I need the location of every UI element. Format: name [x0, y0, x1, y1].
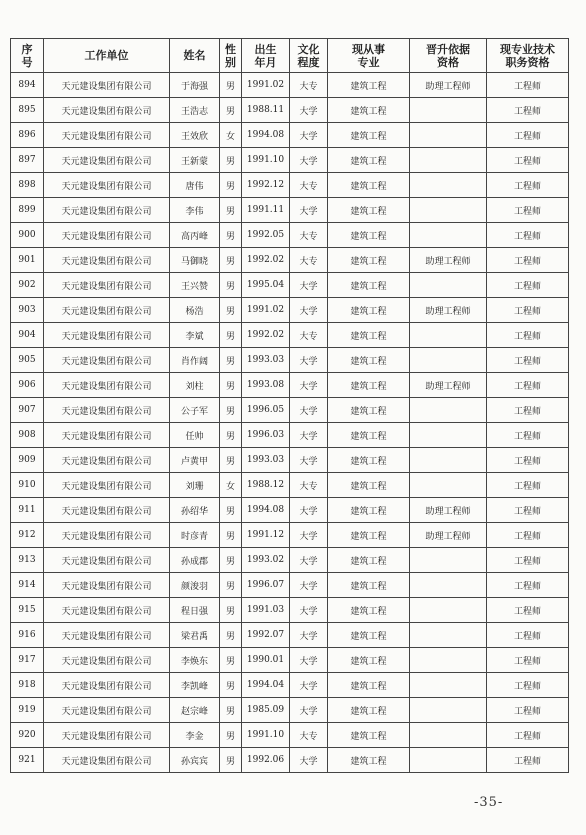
table-row: [11, 523, 569, 548]
cell-promotion-basis: 助理工程师: [410, 498, 487, 523]
cell-education: 大学: [290, 298, 328, 323]
cell-sex: 男: [220, 648, 242, 673]
table-row: [11, 598, 569, 623]
cell-seq: 908: [11, 423, 44, 448]
table-row: [11, 673, 569, 698]
cell-sex: 男: [220, 623, 242, 648]
header-education: 文化 程度: [290, 39, 328, 73]
cell-major: 建筑工程: [328, 373, 410, 398]
cell-current-title: 工程师: [487, 623, 569, 648]
cell-birth: 1993.08: [242, 373, 290, 398]
cell-major: 建筑工程: [328, 448, 410, 473]
cell-education: 大专: [290, 173, 328, 198]
cell-promotion-basis: [410, 423, 487, 448]
cell-birth: 1993.03: [242, 448, 290, 473]
cell-unit: 天元建设集团有限公司: [44, 73, 170, 98]
cell-name: 孙绍华: [170, 498, 220, 523]
cell-major: 建筑工程: [328, 223, 410, 248]
cell-name: 马御晓: [170, 248, 220, 273]
cell-sex: 男: [220, 573, 242, 598]
cell-education: 大学: [290, 123, 328, 148]
cell-sex: 男: [220, 373, 242, 398]
cell-seq: 898: [11, 173, 44, 198]
cell-education: 大学: [290, 198, 328, 223]
cell-name: 李凯峰: [170, 673, 220, 698]
cell-promotion-basis: [410, 448, 487, 473]
cell-major: 建筑工程: [328, 73, 410, 98]
cell-major: 建筑工程: [328, 273, 410, 298]
cell-education: 大学: [290, 498, 328, 523]
table-row: [11, 748, 569, 773]
cell-education: 大学: [290, 648, 328, 673]
cell-current-title: 工程师: [487, 298, 569, 323]
cell-birth: 1993.03: [242, 348, 290, 373]
cell-major: 建筑工程: [328, 673, 410, 698]
table-row: [11, 298, 569, 323]
cell-unit: 天元建设集团有限公司: [44, 648, 170, 673]
cell-promotion-basis: [410, 598, 487, 623]
cell-sex: 男: [220, 223, 242, 248]
cell-name: 任帅: [170, 423, 220, 448]
cell-name: 刘柱: [170, 373, 220, 398]
header-promotion-basis: 晋升依据 资格: [410, 39, 487, 73]
cell-sex: 男: [220, 323, 242, 348]
cell-name: 肖作阔: [170, 348, 220, 373]
cell-major: 建筑工程: [328, 298, 410, 323]
cell-unit: 天元建设集团有限公司: [44, 98, 170, 123]
cell-seq: 915: [11, 598, 44, 623]
cell-promotion-basis: [410, 548, 487, 573]
cell-unit: 天元建设集团有限公司: [44, 548, 170, 573]
table-row: [11, 98, 569, 123]
cell-education: 大学: [290, 373, 328, 398]
cell-major: 建筑工程: [328, 198, 410, 223]
cell-major: 建筑工程: [328, 348, 410, 373]
cell-sex: 女: [220, 123, 242, 148]
cell-current-title: 工程师: [487, 348, 569, 373]
table-row: [11, 623, 569, 648]
cell-seq: 921: [11, 748, 44, 773]
cell-promotion-basis: [410, 173, 487, 198]
cell-seq: 903: [11, 298, 44, 323]
cell-seq: 920: [11, 723, 44, 748]
cell-birth: 1996.07: [242, 573, 290, 598]
cell-education: 大学: [290, 673, 328, 698]
cell-major: 建筑工程: [328, 723, 410, 748]
cell-education: 大学: [290, 623, 328, 648]
cell-unit: 天元建设集团有限公司: [44, 373, 170, 398]
cell-promotion-basis: [410, 98, 487, 123]
cell-seq: 904: [11, 323, 44, 348]
cell-birth: 1994.04: [242, 673, 290, 698]
cell-sex: 男: [220, 448, 242, 473]
cell-birth: 1992.05: [242, 223, 290, 248]
cell-birth: 1991.10: [242, 148, 290, 173]
cell-name: 王兴赞: [170, 273, 220, 298]
table-row: [11, 348, 569, 373]
cell-promotion-basis: 助理工程师: [410, 298, 487, 323]
cell-sex: 男: [220, 673, 242, 698]
cell-sex: 男: [220, 273, 242, 298]
table-row: [11, 423, 569, 448]
page-number: -35-: [474, 795, 504, 810]
header-major: 现从事 专业: [328, 39, 410, 73]
cell-current-title: 工程师: [487, 323, 569, 348]
cell-current-title: 工程师: [487, 173, 569, 198]
cell-current-title: 工程师: [487, 273, 569, 298]
cell-seq: 914: [11, 573, 44, 598]
cell-name: 李伟: [170, 198, 220, 223]
cell-sex: 男: [220, 398, 242, 423]
cell-birth: 1992.02: [242, 248, 290, 273]
cell-birth: 1991.02: [242, 298, 290, 323]
table-row: [11, 148, 569, 173]
cell-education: 大学: [290, 748, 328, 773]
cell-name: 王效欣: [170, 123, 220, 148]
cell-seq: 896: [11, 123, 44, 148]
cell-current-title: 工程师: [487, 398, 569, 423]
cell-education: 大学: [290, 448, 328, 473]
cell-major: 建筑工程: [328, 423, 410, 448]
cell-seq: 900: [11, 223, 44, 248]
table-row: [11, 123, 569, 148]
cell-major: 建筑工程: [328, 248, 410, 273]
cell-seq: 901: [11, 248, 44, 273]
cell-unit: 天元建设集团有限公司: [44, 673, 170, 698]
cell-current-title: 工程师: [487, 673, 569, 698]
cell-birth: 1991.03: [242, 598, 290, 623]
cell-seq: 917: [11, 648, 44, 673]
cell-major: 建筑工程: [328, 173, 410, 198]
table-row: [11, 273, 569, 298]
cell-birth: 1996.03: [242, 423, 290, 448]
cell-education: 大学: [290, 523, 328, 548]
cell-current-title: 工程师: [487, 748, 569, 773]
cell-seq: 894: [11, 73, 44, 98]
cell-birth: 1990.01: [242, 648, 290, 673]
cell-current-title: 工程师: [487, 73, 569, 98]
cell-education: 大学: [290, 698, 328, 723]
cell-promotion-basis: 助理工程师: [410, 73, 487, 98]
cell-sex: 男: [220, 523, 242, 548]
cell-unit: 天元建设集团有限公司: [44, 323, 170, 348]
cell-seq: 918: [11, 673, 44, 698]
table-header-row: [11, 39, 569, 73]
table-row: [11, 323, 569, 348]
cell-education: 大专: [290, 323, 328, 348]
table-row: [11, 698, 569, 723]
cell-promotion-basis: [410, 273, 487, 298]
cell-promotion-basis: [410, 748, 487, 773]
table-row: [11, 198, 569, 223]
cell-major: 建筑工程: [328, 323, 410, 348]
cell-name: 杨浩: [170, 298, 220, 323]
cell-current-title: 工程师: [487, 223, 569, 248]
cell-unit: 天元建设集团有限公司: [44, 698, 170, 723]
cell-sex: 男: [220, 148, 242, 173]
cell-promotion-basis: [410, 198, 487, 223]
cell-current-title: 工程师: [487, 373, 569, 398]
cell-education: 大学: [290, 148, 328, 173]
cell-education: 大专: [290, 473, 328, 498]
cell-unit: 天元建设集团有限公司: [44, 298, 170, 323]
cell-sex: 男: [220, 73, 242, 98]
cell-education: 大学: [290, 423, 328, 448]
cell-unit: 天元建设集团有限公司: [44, 498, 170, 523]
cell-seq: 912: [11, 523, 44, 548]
cell-sex: 男: [220, 298, 242, 323]
cell-education: 大学: [290, 348, 328, 373]
cell-name: 王新蒙: [170, 148, 220, 173]
cell-major: 建筑工程: [328, 148, 410, 173]
cell-name: 公子军: [170, 398, 220, 423]
cell-promotion-basis: [410, 123, 487, 148]
cell-unit: 天元建设集团有限公司: [44, 248, 170, 273]
cell-major: 建筑工程: [328, 548, 410, 573]
cell-sex: 男: [220, 248, 242, 273]
cell-education: 大专: [290, 223, 328, 248]
cell-birth: 1992.06: [242, 748, 290, 773]
cell-promotion-basis: [410, 623, 487, 648]
cell-name: 梁君禹: [170, 623, 220, 648]
cell-seq: 902: [11, 273, 44, 298]
cell-seq: 905: [11, 348, 44, 373]
cell-birth: 1995.04: [242, 273, 290, 298]
cell-current-title: 工程师: [487, 423, 569, 448]
cell-unit: 天元建设集团有限公司: [44, 273, 170, 298]
cell-seq: 907: [11, 398, 44, 423]
table-row: [11, 473, 569, 498]
cell-major: 建筑工程: [328, 523, 410, 548]
cell-education: 大学: [290, 598, 328, 623]
cell-unit: 天元建设集团有限公司: [44, 123, 170, 148]
personnel-table: [10, 38, 569, 773]
header-seq: 序 号: [11, 39, 44, 73]
header-current-title: 现专业技术 职务资格: [487, 39, 569, 73]
cell-major: 建筑工程: [328, 698, 410, 723]
cell-sex: 男: [220, 548, 242, 573]
cell-sex: 男: [220, 198, 242, 223]
cell-promotion-basis: [410, 223, 487, 248]
table-body: [11, 73, 569, 773]
table-row: [11, 173, 569, 198]
cell-promotion-basis: [410, 398, 487, 423]
cell-name: 王浩志: [170, 98, 220, 123]
cell-name: 李金: [170, 723, 220, 748]
cell-education: 大学: [290, 398, 328, 423]
cell-sex: 男: [220, 723, 242, 748]
cell-unit: 天元建设集团有限公司: [44, 573, 170, 598]
cell-major: 建筑工程: [328, 623, 410, 648]
cell-birth: 1992.02: [242, 323, 290, 348]
table-row: [11, 573, 569, 598]
cell-major: 建筑工程: [328, 123, 410, 148]
cell-promotion-basis: [410, 323, 487, 348]
cell-unit: 天元建设集团有限公司: [44, 223, 170, 248]
cell-seq: 897: [11, 148, 44, 173]
cell-sex: 男: [220, 98, 242, 123]
cell-current-title: 工程师: [487, 98, 569, 123]
cell-birth: 1993.02: [242, 548, 290, 573]
table-row: [11, 648, 569, 673]
cell-promotion-basis: 助理工程师: [410, 373, 487, 398]
cell-current-title: 工程师: [487, 648, 569, 673]
cell-education: 大学: [290, 273, 328, 298]
cell-name: 李焕东: [170, 648, 220, 673]
cell-seq: 911: [11, 498, 44, 523]
cell-name: 于海强: [170, 73, 220, 98]
cell-promotion-basis: [410, 673, 487, 698]
cell-promotion-basis: [410, 348, 487, 373]
cell-name: 孙宾宾: [170, 748, 220, 773]
cell-current-title: 工程师: [487, 523, 569, 548]
table-row: [11, 398, 569, 423]
cell-current-title: 工程师: [487, 248, 569, 273]
cell-unit: 天元建设集团有限公司: [44, 723, 170, 748]
cell-promotion-basis: [410, 148, 487, 173]
cell-sex: 男: [220, 173, 242, 198]
cell-birth: 1988.12: [242, 473, 290, 498]
cell-current-title: 工程师: [487, 473, 569, 498]
cell-current-title: 工程师: [487, 123, 569, 148]
cell-promotion-basis: 助理工程师: [410, 248, 487, 273]
table-row: [11, 223, 569, 248]
header-unit: 工作单位: [44, 39, 170, 73]
cell-major: 建筑工程: [328, 573, 410, 598]
table-row: [11, 723, 569, 748]
cell-seq: 906: [11, 373, 44, 398]
cell-birth: 1992.07: [242, 623, 290, 648]
cell-education: 大专: [290, 723, 328, 748]
table-row: [11, 373, 569, 398]
cell-unit: 天元建设集团有限公司: [44, 598, 170, 623]
cell-sex: 男: [220, 698, 242, 723]
cell-sex: 男: [220, 498, 242, 523]
cell-seq: 913: [11, 548, 44, 573]
cell-current-title: 工程师: [487, 448, 569, 473]
cell-education: 大学: [290, 98, 328, 123]
cell-unit: 天元建设集团有限公司: [44, 623, 170, 648]
table-row: [11, 548, 569, 573]
cell-promotion-basis: [410, 698, 487, 723]
cell-birth: 1988.11: [242, 98, 290, 123]
cell-major: 建筑工程: [328, 473, 410, 498]
cell-name: 赵宗峰: [170, 698, 220, 723]
cell-birth: 1994.08: [242, 123, 290, 148]
cell-current-title: 工程师: [487, 598, 569, 623]
cell-name: 高丙峰: [170, 223, 220, 248]
header-birth: 出生 年月: [242, 39, 290, 73]
cell-name: 唐伟: [170, 173, 220, 198]
cell-major: 建筑工程: [328, 648, 410, 673]
table-row: [11, 448, 569, 473]
cell-unit: 天元建设集团有限公司: [44, 198, 170, 223]
cell-unit: 天元建设集团有限公司: [44, 148, 170, 173]
cell-promotion-basis: [410, 648, 487, 673]
cell-major: 建筑工程: [328, 598, 410, 623]
cell-seq: 910: [11, 473, 44, 498]
cell-name: 刘珊: [170, 473, 220, 498]
cell-sex: 男: [220, 748, 242, 773]
cell-name: 时彦青: [170, 523, 220, 548]
cell-name: 卢黄甲: [170, 448, 220, 473]
cell-birth: 1992.12: [242, 173, 290, 198]
cell-current-title: 工程师: [487, 723, 569, 748]
cell-unit: 天元建设集团有限公司: [44, 348, 170, 373]
cell-name: 李斌: [170, 323, 220, 348]
cell-current-title: 工程师: [487, 573, 569, 598]
cell-seq: 909: [11, 448, 44, 473]
cell-birth: 1991.02: [242, 73, 290, 98]
cell-education: 大专: [290, 73, 328, 98]
cell-name: 颜浚羽: [170, 573, 220, 598]
cell-major: 建筑工程: [328, 498, 410, 523]
cell-seq: 895: [11, 98, 44, 123]
cell-seq: 919: [11, 698, 44, 723]
table-row: [11, 498, 569, 523]
header-sex: 性 别: [220, 39, 242, 73]
cell-unit: 天元建设集团有限公司: [44, 523, 170, 548]
table-row: [11, 248, 569, 273]
cell-birth: 1991.10: [242, 723, 290, 748]
cell-unit: 天元建设集团有限公司: [44, 748, 170, 773]
cell-unit: 天元建设集团有限公司: [44, 398, 170, 423]
table-row: [11, 73, 569, 98]
cell-promotion-basis: 助理工程师: [410, 523, 487, 548]
cell-birth: 1991.11: [242, 198, 290, 223]
cell-promotion-basis: [410, 473, 487, 498]
header-name: 姓名: [170, 39, 220, 73]
cell-unit: 天元建设集团有限公司: [44, 423, 170, 448]
cell-education: 大学: [290, 573, 328, 598]
cell-current-title: 工程师: [487, 148, 569, 173]
cell-sex: 男: [220, 423, 242, 448]
cell-unit: 天元建设集团有限公司: [44, 473, 170, 498]
cell-promotion-basis: [410, 723, 487, 748]
cell-seq: 916: [11, 623, 44, 648]
cell-unit: 天元建设集团有限公司: [44, 173, 170, 198]
cell-current-title: 工程师: [487, 198, 569, 223]
cell-birth: 1994.08: [242, 498, 290, 523]
cell-birth: 1985.09: [242, 698, 290, 723]
cell-promotion-basis: [410, 573, 487, 598]
cell-sex: 男: [220, 348, 242, 373]
cell-name: 程日强: [170, 598, 220, 623]
cell-major: 建筑工程: [328, 748, 410, 773]
cell-current-title: 工程师: [487, 548, 569, 573]
cell-education: 大专: [290, 248, 328, 273]
cell-major: 建筑工程: [328, 398, 410, 423]
cell-current-title: 工程师: [487, 498, 569, 523]
cell-current-title: 工程师: [487, 698, 569, 723]
cell-name: 孙成郡: [170, 548, 220, 573]
cell-birth: 1991.12: [242, 523, 290, 548]
cell-sex: 男: [220, 598, 242, 623]
cell-birth: 1996.05: [242, 398, 290, 423]
cell-sex: 女: [220, 473, 242, 498]
cell-unit: 天元建设集团有限公司: [44, 448, 170, 473]
cell-education: 大学: [290, 548, 328, 573]
cell-major: 建筑工程: [328, 98, 410, 123]
cell-seq: 899: [11, 198, 44, 223]
